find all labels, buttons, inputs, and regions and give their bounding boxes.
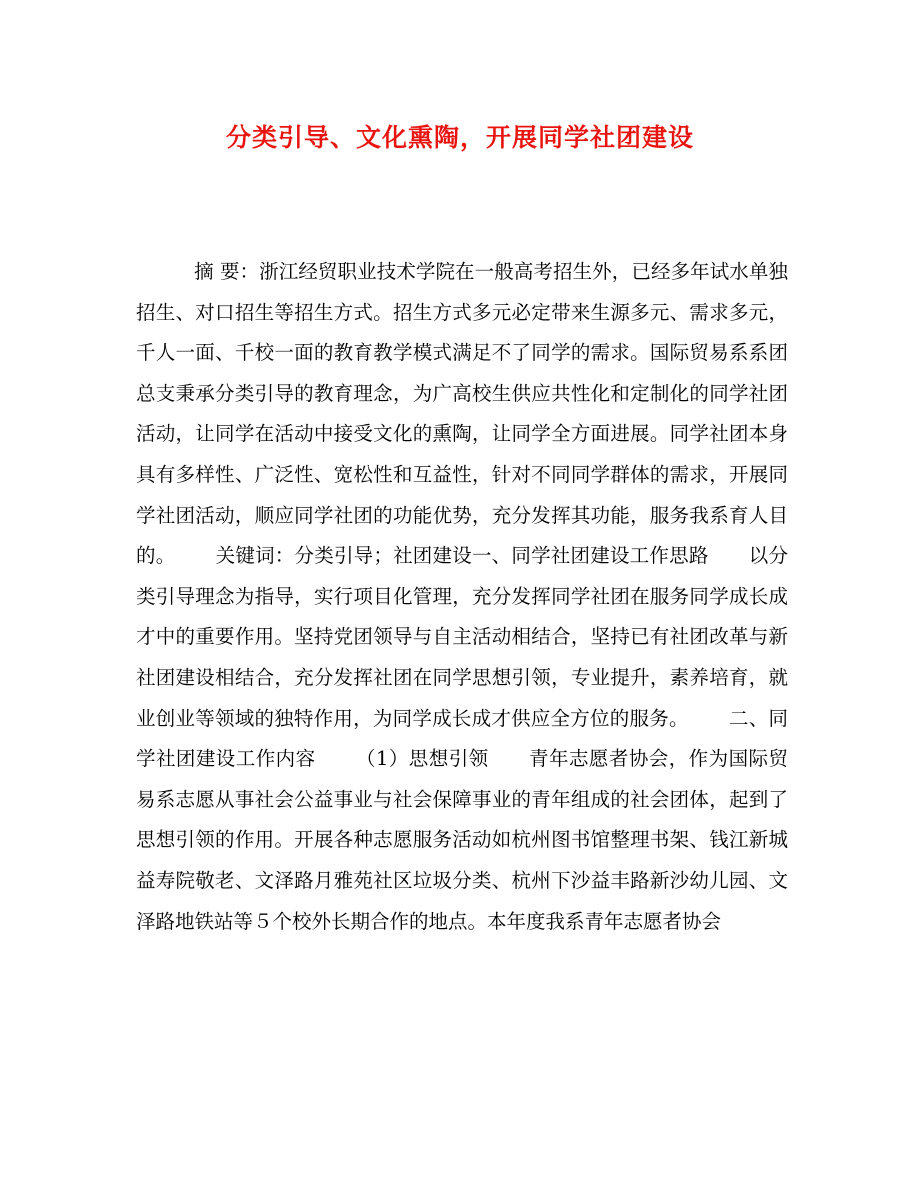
- abstract-label: 摘 要：: [194, 260, 260, 283]
- subsection1-text: 青年志愿者协会，作为国际贸易系志愿从事社会公益事业与社会保障事业的青年组成的社会团体，起到了思想引领的作用。开展各种志愿服务活动如杭州图书馆整理书架、钱江新城益寿院敬老、文泽路月雅苑社区垃圾分类、杭州下沙益丰路新沙幼儿园、文泽路地铁站等５个校外长期合作的地点。本年度我系青年志愿者协会: [136, 747, 788, 933]
- subsection1-heading: （1）思想引领: [355, 747, 489, 771]
- keywords: 关键词：分类引导；社团建设: [215, 544, 472, 568]
- abstract-text: 浙江经贸职业技术学院在一般高考招生外，已经多年试水单独招生、对口招生等招生方式。招生方式多元必定带来生源多元、需求多元，千人一面、千校一面的教育教学模式满足不了同学的需求。国际贸易系系团总支秉承分类引导的教育理念，为广高校生供应共性化和定制化的同学社团活动，让同学在活动中接受文化的熏陶，让同学全方面进展。同学社团本身具有多样性、广泛性、宽松性和互益性，针对不同同学群体的需求，开展同学社团活动，顺应同学社团的功能优势，充分发挥其功能，服务我系育人目的。: [136, 260, 788, 568]
- section1-heading: 一、同学社团建设工作思路: [471, 544, 709, 568]
- document-body: [136, 252, 788, 942]
- document-title: 分类引导、文化熏陶，开展同学社团建设: [225, 123, 694, 152]
- section2-heading: 二、同学社团建设工作内容: [136, 706, 788, 771]
- section1-text: 以分类引导理念为指导，实行项目化管理，充分发挥同学社团在服务同学成长成才中的重要作用。坚持党团领导与自主活动相结合，坚持已有社团改革与新社团建设相结合，充分发挥社团在同学思想引领，专业提升，素养培育，就业创业等领域的独特作用，为同学成长成才供应全方位的服务。: [136, 544, 788, 730]
